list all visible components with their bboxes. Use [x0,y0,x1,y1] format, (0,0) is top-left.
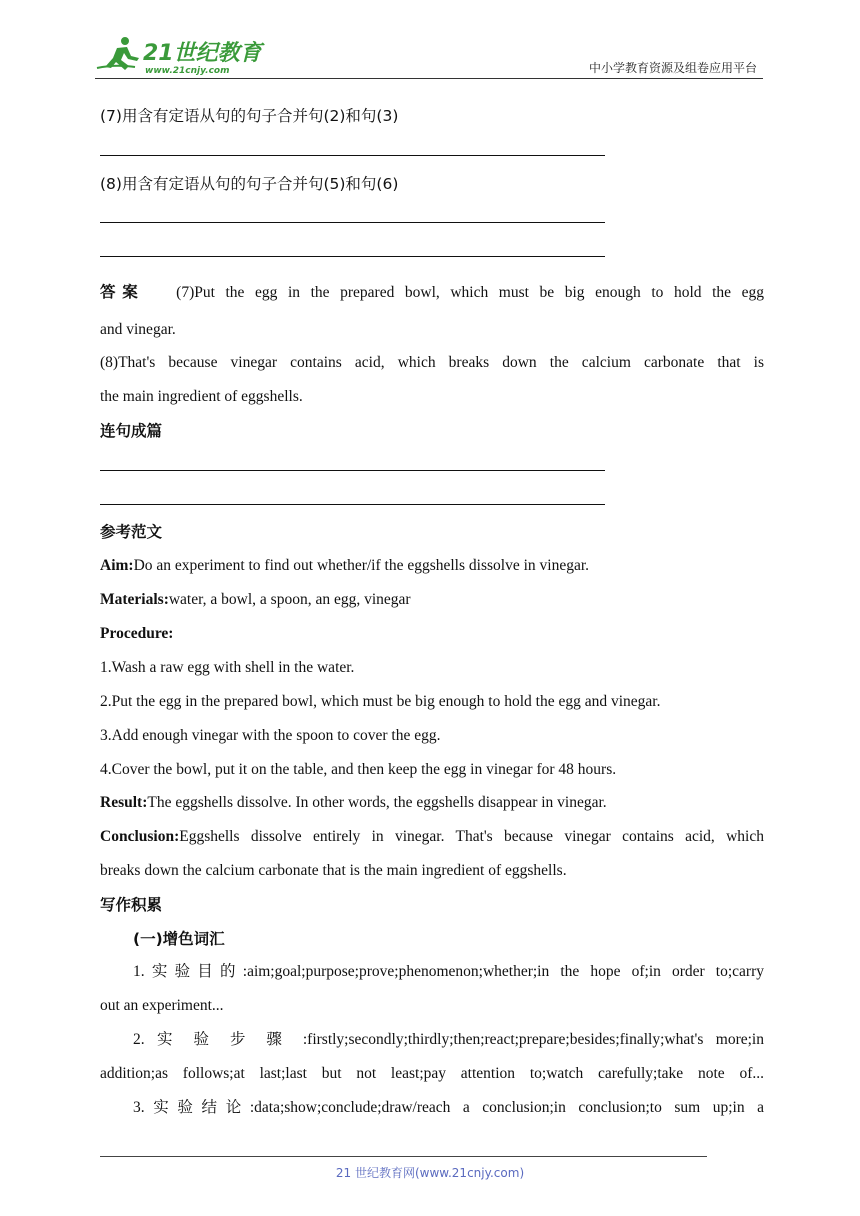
procedure-label: Procedure: [100,625,174,642]
question-8: (8)用含有定语从句的句子合并句(5)和句(6) [100,175,399,193]
answer-blank-line [100,470,605,471]
answer-blank-line [100,256,605,257]
result-label: Result: [100,794,148,811]
answer-8-line-2: the main ingredient of eggshells. [100,388,303,405]
answer-7-text: (7)Put the egg in the prepared bowl, which must be big enough to hold the egg [176,284,764,301]
connect-heading: 连句成篇 [100,422,163,440]
procedure-step: 1.Wash a raw egg with shell in the water. [100,659,355,676]
answer-blank-line [100,504,605,505]
conclusion-line-1 [100,827,764,847]
answer-8-line-1: (8)That's because vinegar contains acid, which breaks down the calcium carbonate that is [100,354,764,371]
vocab-subheading: (一)增色词汇 [133,930,225,948]
vocab-item-1-line-1: 1.实验目的:aim;goal;purpose;prove;phenomenon;whether;in the hope of;in order to;carry [133,963,764,980]
conclusion-label: Conclusion: [100,828,180,845]
page-header [95,30,763,79]
answer-blank-line [100,155,605,156]
answer-label: 答案 [100,283,145,301]
runner-icon [97,37,139,70]
answer-7-line-2: and vinegar. [100,321,176,338]
result-text: The eggshells dissolve. In other words, the eggshells disappear in vinegar. [147,794,607,811]
logo [95,34,265,76]
logo-url: www.21cnjy.com [145,66,230,76]
materials-line [100,590,764,610]
materials-text: water, a bowl, a spoon, an egg, vinegar [168,591,411,608]
conclusion-text: Eggshells dissolve entirely in vinegar. That's because vinegar contains acid, which [179,828,764,845]
question-7: (7)用含有定语从句的句子合并句(2)和句(3) [100,107,399,125]
conclusion-line-2: breaks down the calcium carbonate that is the main ingredient of eggshells. [100,862,567,879]
aim-text: Do an experiment to find out whether/if the eggshells dissolve in vinegar. [133,557,590,574]
vocab-item-3-line-1: 3.实验结论:data;show;conclude;draw/reach a conclusion;in conclusion;to sum up;in a [133,1099,764,1116]
sample-heading: 参考范文 [100,523,163,541]
materials-label: Materials: [100,591,169,608]
footer-divider [100,1156,707,1157]
header-site-title: 中小学教育资源及组卷应用平台 [588,61,757,75]
result-line [100,793,764,813]
answer-blank-line [100,222,605,223]
procedure-step: 2.Put the egg in the prepared bowl, which must be big enough to hold the egg and vinegar. [100,693,661,710]
vocab-item-1-line-2: out an experiment... [100,997,224,1014]
aim-line [100,556,764,576]
procedure-step: 4.Cover the bowl, put it on the table, and then keep the egg in vinegar for 48 hours. [100,761,617,778]
answer-7-line-1 [100,282,764,303]
procedure-step: 3.Add enough vinegar with the spoon to cover the egg. [100,727,441,744]
accumulation-heading: 写作积累 [100,896,163,914]
vocab-item-2-line-1: 2. 实 验 步 骤 :firstly;secondly;thirdly;then;react;prepare;besides;finally;what's more;in [133,1031,764,1048]
logo-text: 21世纪教育 [143,41,262,66]
aim-label: Aim: [100,557,134,574]
vocab-item-2-line-2: addition;as follows;at last;last but not least;pay attention to;watch carefully;take note of... [100,1065,764,1082]
footer-text[interactable]: 21 世纪教育网(www.21cnjy.com) [335,1166,525,1180]
